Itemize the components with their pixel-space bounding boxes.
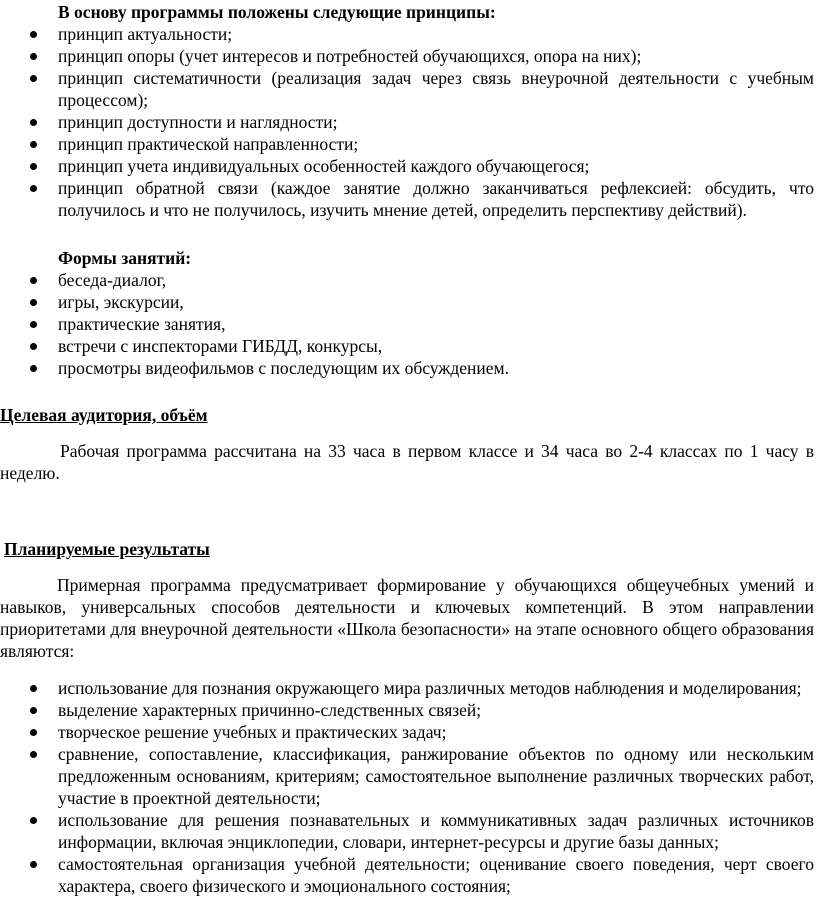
results-intro: Примерная программа предусматривает формирование у обучающихся общеучебных умений и навыков, универсальных способов деятельности и ключевых компетенций. В этом направлении приоритетами для внеурочной деятельности «Школа безопасности» на этапе основного общего образования являются: xyxy=(0,575,814,661)
list-item: принцип опоры (учет интересов и потребностей обучающихся, опора на них); xyxy=(0,45,816,67)
list-item: игры, экскурсии, xyxy=(0,291,816,313)
list-item: просмотры видеофильмов с последующим их обсуждением. xyxy=(0,357,816,379)
list-item: практические занятия, xyxy=(0,313,816,335)
results-heading: Планируемые результаты xyxy=(4,539,210,559)
list-item: принцип учета индивидуальных особенностей каждого обучающегося; xyxy=(0,155,816,177)
list-item: выделение характерных причинно-следственных связей; xyxy=(0,699,816,721)
forms-heading: Формы занятий: xyxy=(58,248,192,268)
results-list xyxy=(0,677,816,897)
list-item: использование для познания окружающего мира различных методов наблюдения и моделирования; xyxy=(0,677,816,699)
audience-heading: Целевая аудитория, объём xyxy=(0,405,208,425)
list-item: использование для решения познавательных и коммуникативных задач различных источников информации, включая энциклопедии, словари, интернет-ресурсы и другие базы данных; xyxy=(0,809,816,853)
principles-list xyxy=(0,23,816,221)
list-item: встречи с инспекторами ГИБДД, конкурсы, xyxy=(0,335,816,357)
audience-paragraph: Рабочая программа рассчитана на 33 часа в первом классе и 34 часа во 2-4 классах по 1 часу в неделю. xyxy=(0,441,814,483)
principles-heading: В основу программы положены следующие принципы: xyxy=(58,2,496,22)
list-item: принцип систематичности (реализация задач через связь внеурочной деятельности с учебным процессом); xyxy=(0,67,816,111)
list-item: принцип доступности и наглядности; xyxy=(0,111,816,133)
list-item: принцип практической направленности; xyxy=(0,133,816,155)
forms-list xyxy=(0,269,816,379)
list-item: беседа-диалог, xyxy=(0,269,816,291)
list-item: самостоятельная организация учебной деятельности; оценивание своего поведения, черт своего характера, своего физического и эмоционального состояния; xyxy=(0,853,816,897)
list-item: принцип обратной связи (каждое занятие должно заканчиваться рефлексией: обсудить, что получилось и что не получилось, изучить мнение детей, определить перспективу действий). xyxy=(0,177,816,221)
list-item: сравнение, сопоставление, классификация, ранжирование объектов по одному или нескольким предложенным основаниям, критериям; самостоятельное выполнение различных творческих работ, участие в проектной деятельности; xyxy=(0,743,816,809)
list-item: принцип актуальности; xyxy=(0,23,816,45)
list-item: творческое решение учебных и практических задач; xyxy=(0,721,816,743)
